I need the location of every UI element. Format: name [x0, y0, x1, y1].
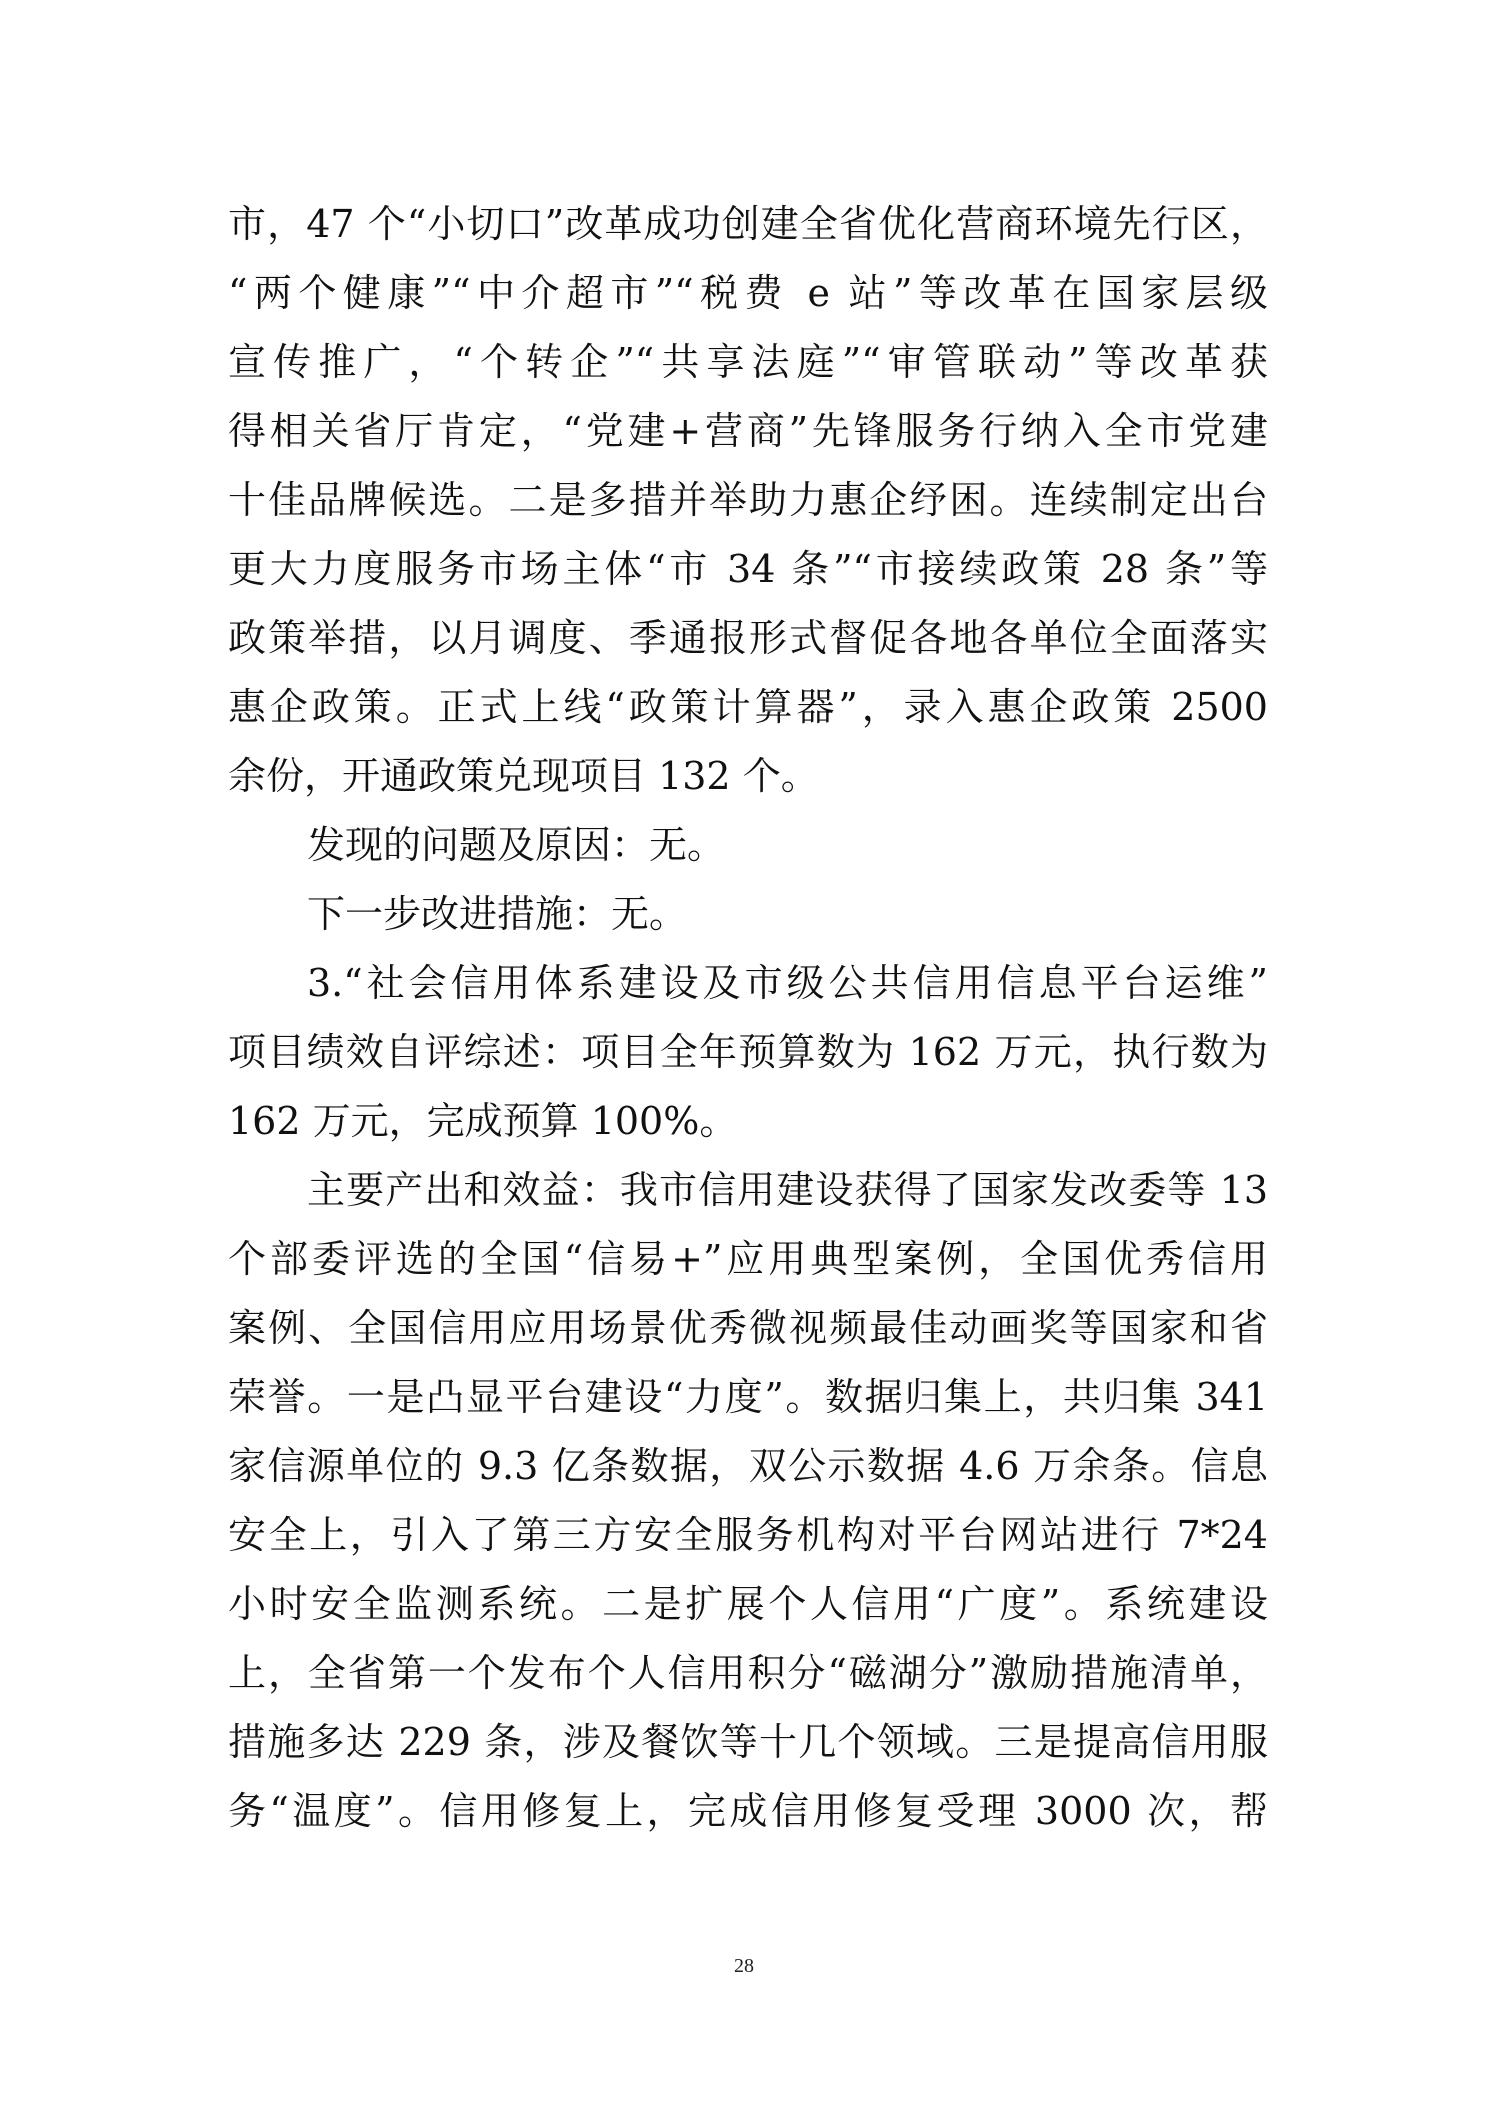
text-line: 个部委评选的全国“信易+”应用典型案例，全国优秀信用 [228, 1237, 1268, 1281]
text-line: 惠企政策。正式上线“政策计算器”，录入惠企政策 2500 [228, 685, 1268, 729]
text-line: 案例、全国信用应用场景优秀微视频最佳动画奖等国家和省 [228, 1306, 1268, 1350]
text-line: 政策举措，以月调度、季通报形式督促各地各单位全面落实 [228, 616, 1268, 660]
text-line: 下一步改进措施：无。 [307, 892, 688, 936]
text-line: 主要产出和效益：我市信用建设获得了国家发改委等 13 [307, 1168, 1268, 1212]
text-line: 更大力度服务市场主体“市 34 条”“市接续政策 28 条”等 [228, 547, 1268, 591]
text-line: 家信源单位的 9.3 亿条数据，双公示数据 4.6 万余条。信息 [228, 1444, 1268, 1488]
text-line: 务“温度”。信用修复上，完成信用修复受理 3000 次，帮 [228, 1789, 1268, 1833]
text-line: 十佳品牌候选。二是多措并举助力惠企纾困。连续制定出台 [228, 478, 1268, 522]
text-line: 小时安全监测系统。二是扩展个人信用“广度”。系统建设 [228, 1582, 1268, 1626]
text-line: 余份，开通政策兑现项目 132 个。 [228, 754, 819, 798]
text-line: 3.“社会信用体系建设及市级公共信用信息平台运维” [307, 961, 1268, 1005]
body-text [228, 190, 1268, 1846]
text-line: 上，全省第一个发布个人信用积分“磁湖分”激励措施清单， [228, 1651, 1268, 1695]
text-line: 发现的问题及原因：无。 [307, 823, 726, 867]
text-line: “两个健康”“中介超市”“税费 e 站”等改革在国家层级 [228, 271, 1268, 315]
text-line: 得相关省厅肯定，“党建+营商”先锋服务行纳入全市党建 [228, 409, 1268, 453]
text-line: 项目绩效自评综述：项目全年预算数为 162 万元，执行数为 [228, 1030, 1268, 1074]
text-line: 162 万元，完成预算 100%。 [228, 1099, 738, 1143]
text-line: 措施多达 229 条，涉及餐饮等十几个领域。三是提高信用服 [228, 1720, 1268, 1764]
text-line: 市，47 个“小切口”改革成功创建全省优化营商环境先行区， [228, 202, 1268, 246]
text-line: 荣誉。一是凸显平台建设“力度”。数据归集上，共归集 341 [228, 1375, 1268, 1419]
text-line: 宣传推广，“个转企”“共享法庭”“审管联动”等改革获 [228, 340, 1268, 384]
page-number: 28 [734, 1955, 754, 1977]
text-line: 安全上，引入了第三方安全服务机构对平台网站进行 7*24 [228, 1513, 1268, 1557]
